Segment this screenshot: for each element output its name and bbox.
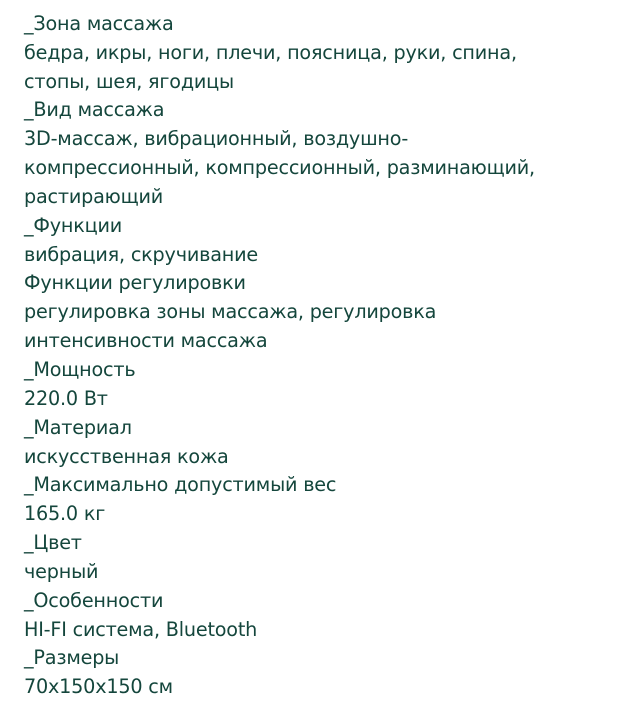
material-value: искусственная кожа <box>24 444 229 468</box>
max-weight-value: 165.0 кг <box>24 502 106 526</box>
massage-zone-label: _Зона массажа <box>24 11 174 35</box>
color-value: черный <box>24 559 99 583</box>
power-label: _Мощность <box>24 357 136 381</box>
massage-type-label: _Вид массажа <box>24 98 165 122</box>
features-label: _Особенности <box>24 588 164 612</box>
adjustment-functions-value-line-2: интенсивности массажа <box>24 329 268 353</box>
color-label: _Цвет <box>24 531 82 555</box>
spec-list <box>24 0 614 702</box>
features-value: HI-FI система, Bluetooth <box>24 617 258 641</box>
adjustment-functions-value-line-1: регулировка зоны массажа, регулировка <box>24 300 437 324</box>
massage-type-value-line-3: растирающий <box>24 184 164 208</box>
functions-value: вибрация, скручивание <box>24 242 258 266</box>
size-value: 70x150x150 см <box>24 675 173 699</box>
massage-type-value-line-1: 3D-массаж, вибрационный, воздушно- <box>24 127 409 151</box>
massage-zone-value-line-1: бедра, икры, ноги, плечи, поясница, руки, спина, <box>24 40 517 64</box>
functions-label: _Функции <box>24 213 123 237</box>
size-label: _Размеры <box>24 646 120 670</box>
power-value: 220.0 Вт <box>24 386 108 410</box>
material-label: _Материал <box>24 415 132 439</box>
adjustment-functions-label: Функции регулировки <box>24 271 246 295</box>
massage-zone-value-line-2: стопы, шея, ягодицы <box>24 69 234 93</box>
massage-type-value-line-2: компрессионный, компрессионный, разминающий, <box>24 156 535 180</box>
cropped-top-line <box>24 0 614 10</box>
max-weight-label: _Максимально допустимый вес <box>24 473 337 497</box>
